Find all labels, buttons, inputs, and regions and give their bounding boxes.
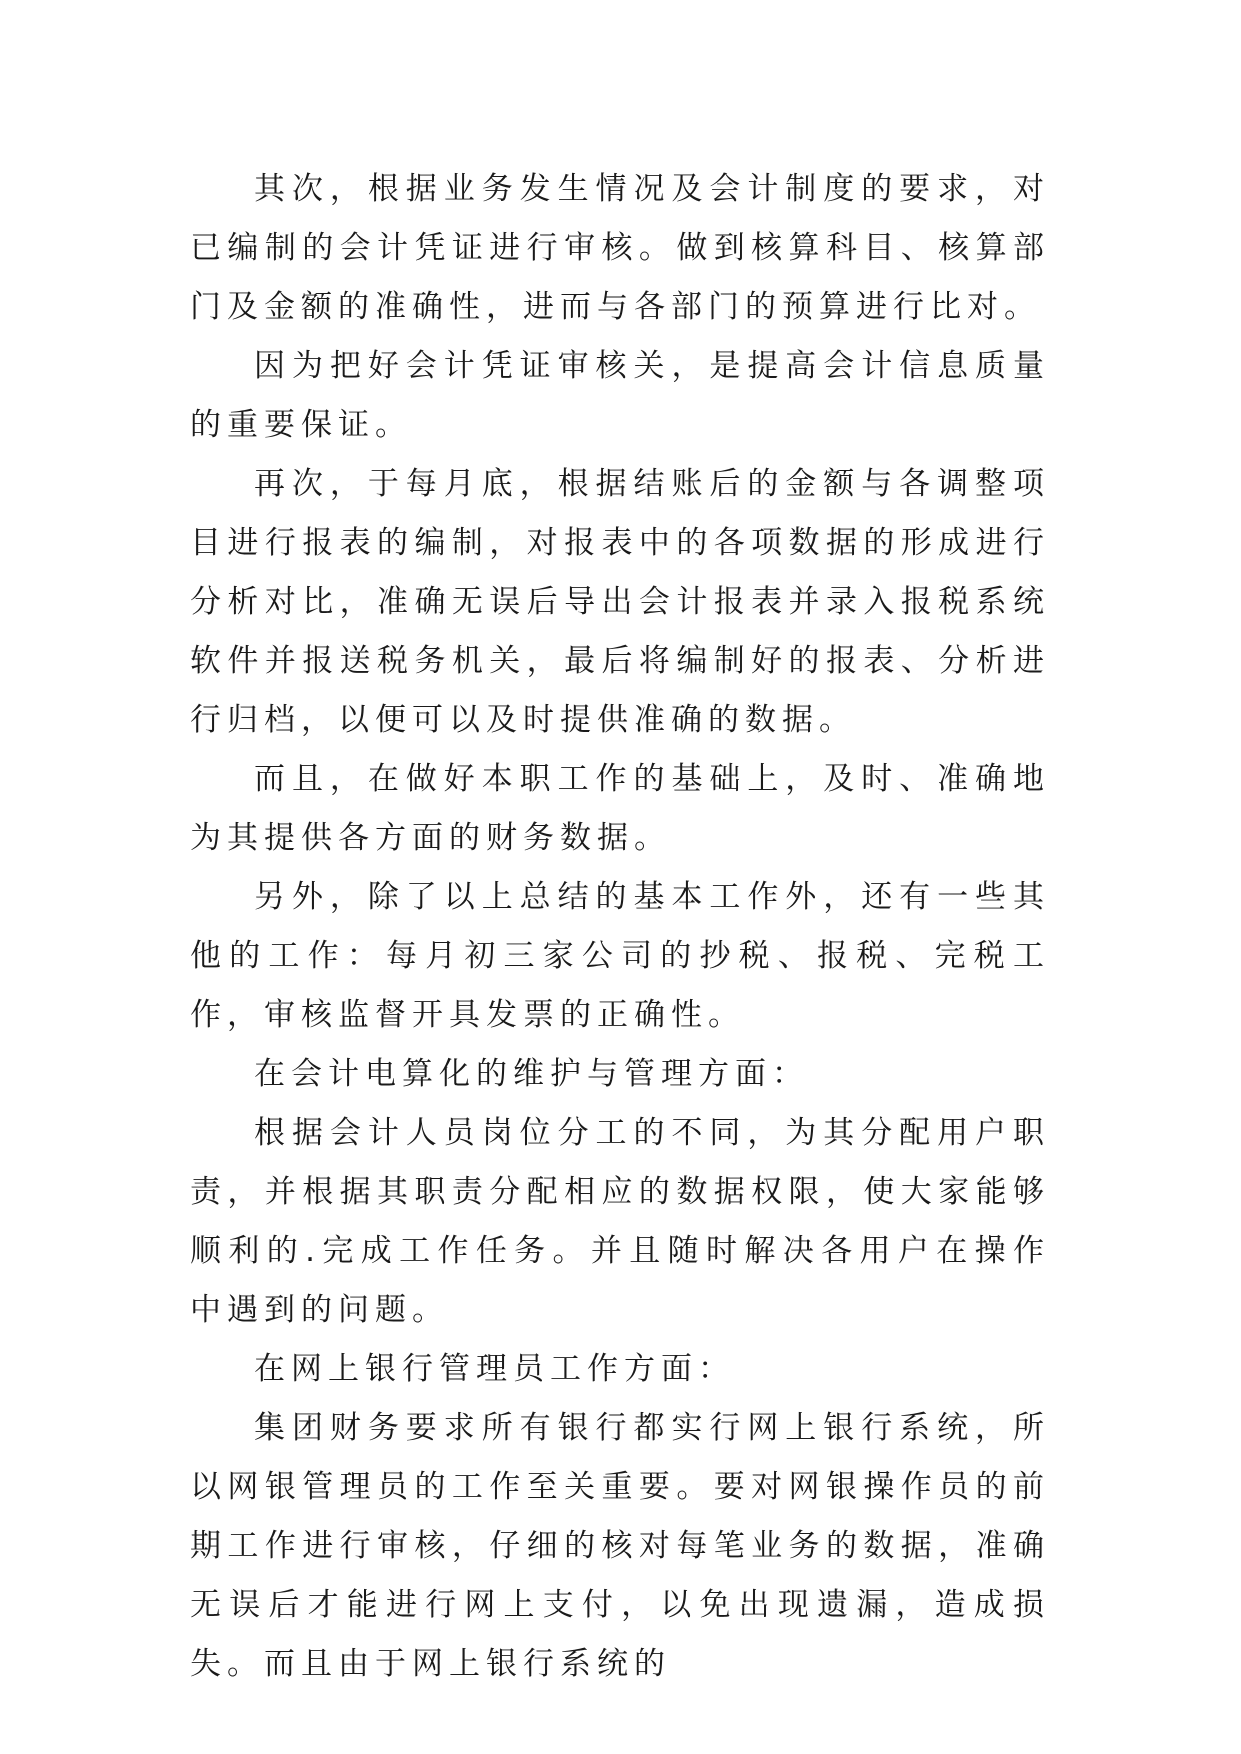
paragraph-computerized-accounting-heading: 在会计电算化的维护与管理方面： — [254, 1056, 809, 1092]
paragraph-online-banking-admin: 集团财务要求所有银行都实行网上银行系统，所以网银管理员的工作至关重要。要对网银操作员的前期工作进行审核，仔细的核对每笔业务的数据，准确无误后才能进行网上支付，以免出现遗漏，造成损失。而且由于网上银行系统的 — [190, 1410, 1050, 1682]
paragraph-voucher-importance: 因为把好会计凭证审核关，是提高会计信息质量的重要保证。 — [190, 348, 1050, 443]
document-body — [190, 160, 1050, 1694]
paragraph-online-banking-heading: 在网上银行管理员工作方面： — [254, 1351, 735, 1387]
paragraph-other-work: 另外，除了以上总结的基本工作外，还有一些其他的工作：每月初三家公司的抄税、报税、完税工作，审核监督开具发票的正确性。 — [190, 879, 1050, 1033]
paragraph-financial-data: 而且，在做好本职工作的基础上，及时、准确地为其提供各方面的财务数据。 — [190, 761, 1050, 856]
paragraph-review-vouchers: 其次，根据业务发生情况及会计制度的要求，对已编制的会计凭证进行审核。做到核算科目、核算部门及金额的准确性，进而与各部门的预算进行比对。 — [190, 171, 1050, 325]
paragraph-monthly-reports: 再次，于每月底，根据结账后的金额与各调整项目进行报表的编制，对报表中的各项数据的形成进行分析对比，准确无误后导出会计报表并录入报税系统软件并报送税务机关，最后将编制好的报表、分析进行归档，以便可以及时提供准确的数据。 — [190, 466, 1050, 738]
paragraph-user-permissions: 根据会计人员岗位分工的不同，为其分配用户职责，并根据其职责分配相应的数据权限，使大家能够顺利的.完成工作任务。并且随时解决各用户在操作中遇到的问题。 — [190, 1115, 1050, 1328]
